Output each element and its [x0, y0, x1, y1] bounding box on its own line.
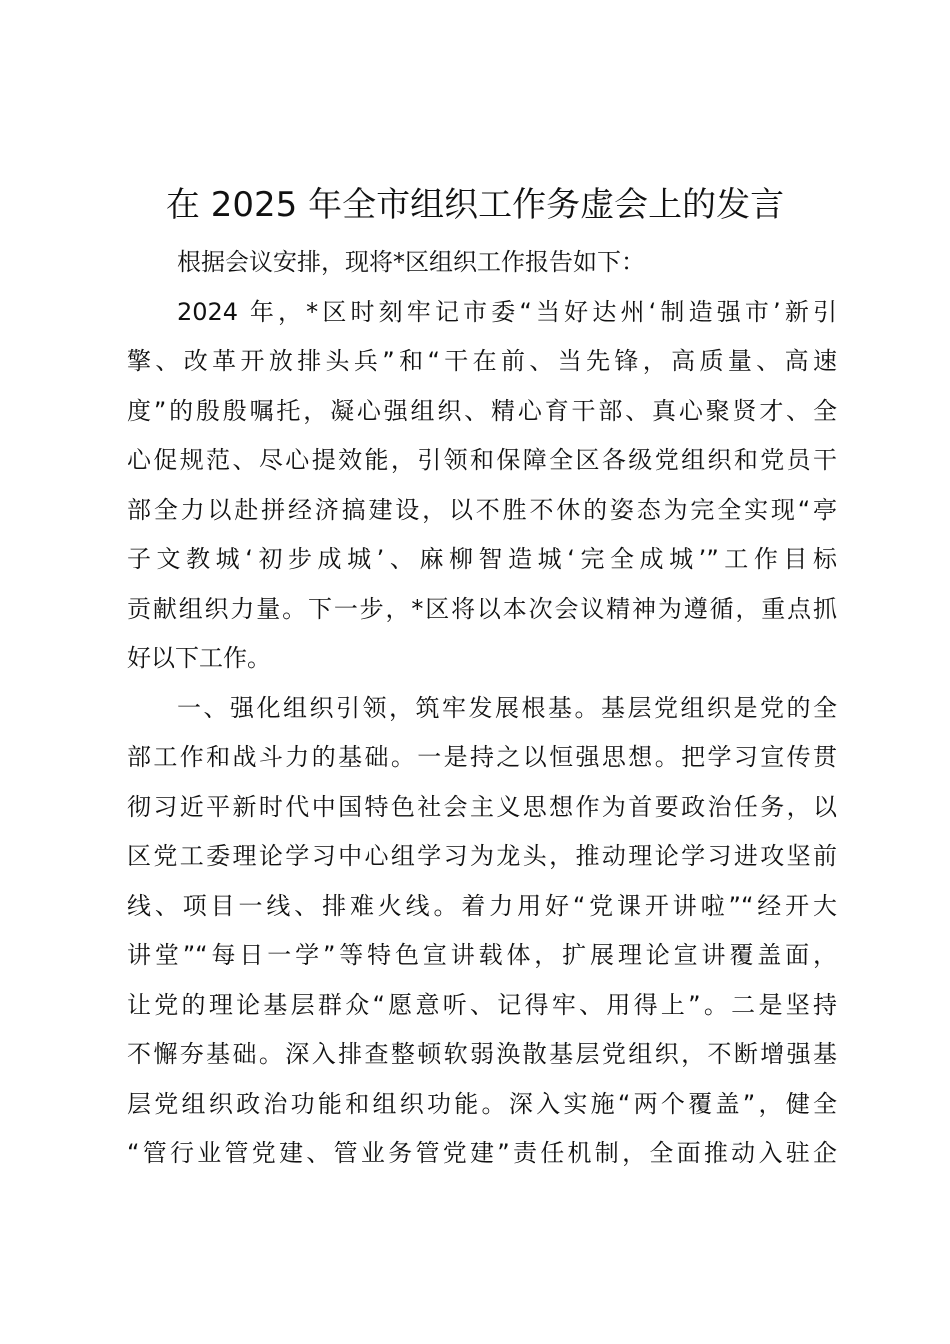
paragraph-line: “管行业管党建、管业务管党建”责任机制，全面推动入驻企: [127, 1139, 837, 1167]
paragraph-line: 擎、改革开放排头兵”和“干在前、当先锋，高质量、高速: [127, 347, 837, 375]
paragraph-line: 好以下工作。: [127, 644, 271, 672]
document-title: 在 2025 年全市组织工作务虚会上的发言: [165, 185, 785, 225]
paragraph-line: 让党的理论基层群众“愿意听、记得牢、用得上”。二是坚持: [127, 990, 837, 1019]
paragraph-line: 根据会议安排，现将*区组织工作报告如下：: [177, 248, 645, 276]
paragraph-line: 线、项目一线、排难火线。着力用好“党课开讲啦”“经开大: [127, 891, 837, 920]
paragraph-line: 讲堂”“每日一学”等特色宣讲载体，扩展理论宣讲覆盖面，: [127, 941, 837, 969]
paragraph-line: 层党组织政治功能和组织功能。深入实施“两个覆盖”，健全: [127, 1089, 837, 1118]
paragraph-line: 区党工委理论学习中心组学习为龙头，推动理论学习进攻坚前: [127, 842, 837, 870]
paragraph-line: 不懈夯基础。深入排查整顿软弱涣散基层党组织，不断增强基: [127, 1040, 837, 1068]
paragraph-line: 子文教城‘初步成城’、麻柳智造城‘完全成城’”工作目标: [127, 545, 837, 573]
paragraph-line: 2024 年，*区时刻牢记市委“当好达州‘制造强市’新引: [177, 297, 837, 326]
paragraph-line: 彻习近平新时代中国特色社会主义思想作为首要政治任务，以: [127, 792, 837, 821]
paragraph-line: 部全力以赴拼经济搞建设，以不胜不休的姿态为完全实现“亭: [127, 495, 837, 524]
paragraph-line: 心促规范、尽心提效能，引领和保障全区各级党组织和党员干: [127, 446, 837, 474]
paragraph-line: 部工作和战斗力的基础。一是持之以恒强思想。把学习宣传贯: [127, 743, 837, 771]
document-body: [127, 238, 837, 1179]
paragraph-line: 度”的殷殷嘱托，凝心强组织、精心育干部、真心聚贤才、全: [127, 396, 837, 425]
paragraph-line: 贡献组织力量。下一步，*区将以本次会议精神为遵循，重点抓: [127, 594, 837, 623]
paragraph-line: 一、强化组织引领，筑牢发展根基。基层党组织是党的全: [177, 693, 837, 722]
